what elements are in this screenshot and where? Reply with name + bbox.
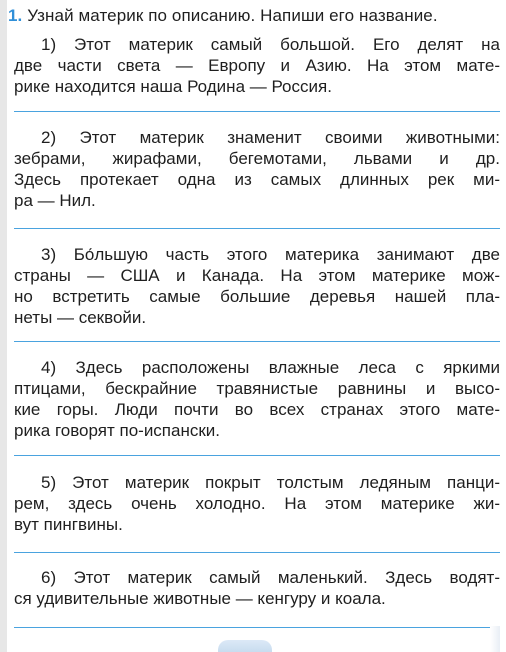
task-title-text: Узнай материк по описанию. Напиши его название.: [27, 6, 438, 25]
item-6-line-2: ся удивительные животные — кенгуру и коала.: [14, 589, 386, 608]
item-6-line-1: 6) Этот материк самый маленький. Здесь водят-: [41, 568, 500, 587]
item-4-line-1: 4) Здесь расположены влажные леса с яркими: [41, 358, 500, 377]
item-5-line-3: вут пингвины.: [14, 515, 123, 534]
answer-line-2[interactable]: [14, 228, 500, 229]
description-item-5: [14, 472, 500, 535]
item-5-line-1: 5) Этот материк покрыт толстым ледяным панци-: [41, 473, 500, 492]
item-1-line-2: две части света — Европу и Азию. На этом мате-: [14, 56, 500, 75]
workbook-page: [8, 0, 506, 652]
answer-line-4[interactable]: [14, 455, 500, 456]
item-5-line-2: рем, здесь очень холодно. На этом материке жи-: [14, 494, 500, 513]
description-item-6: [14, 567, 500, 609]
answer-line-6[interactable]: [14, 627, 500, 628]
task-heading: [8, 5, 500, 27]
item-1-line-1: 1) Этот материк самый большой. Его делят на: [41, 35, 500, 54]
description-item-1: [14, 34, 500, 97]
item-2-line-2: зебрами, жирафами, бегемотами, львами и др.: [14, 149, 500, 168]
description-item-4: [14, 357, 500, 441]
page-edge-strip: [0, 0, 7, 652]
answer-line-3[interactable]: [14, 341, 500, 342]
answer-line-1[interactable]: [14, 111, 500, 112]
item-4-line-3: кие горы. Люди почти во всех странах этого мате-: [14, 400, 500, 419]
description-item-2: [14, 127, 500, 211]
item-4-line-4: рика говорят по-испански.: [14, 421, 221, 440]
page-tab-decoration: [218, 640, 272, 652]
item-1-line-3: рике находится наша Родина — Россия.: [14, 77, 332, 96]
item-3-line-2: страны — США и Канада. На этом материке мож-: [14, 266, 500, 285]
item-3-line-1: 3) Бо́льшую часть этого материка занимают две: [41, 245, 500, 264]
page-corner-shadow: [490, 626, 500, 652]
item-2-line-3: Здесь протекает одна из самых длинных рек ми-: [14, 170, 500, 189]
description-item-3: [14, 244, 500, 328]
answer-line-5[interactable]: [14, 552, 500, 553]
item-4-line-2: птицами, бескрайние травянистые равнины и высо-: [14, 379, 500, 398]
item-3-line-4: неты — секвойи.: [14, 308, 147, 327]
task-number: 1.: [8, 6, 23, 25]
item-2-line-1: 2) Этот материк знаменит своими животными:: [41, 128, 500, 147]
item-3-line-3: но встретить самые большие деревья нашей пла-: [14, 287, 500, 306]
item-2-line-4: ра — Нил.: [14, 191, 96, 210]
